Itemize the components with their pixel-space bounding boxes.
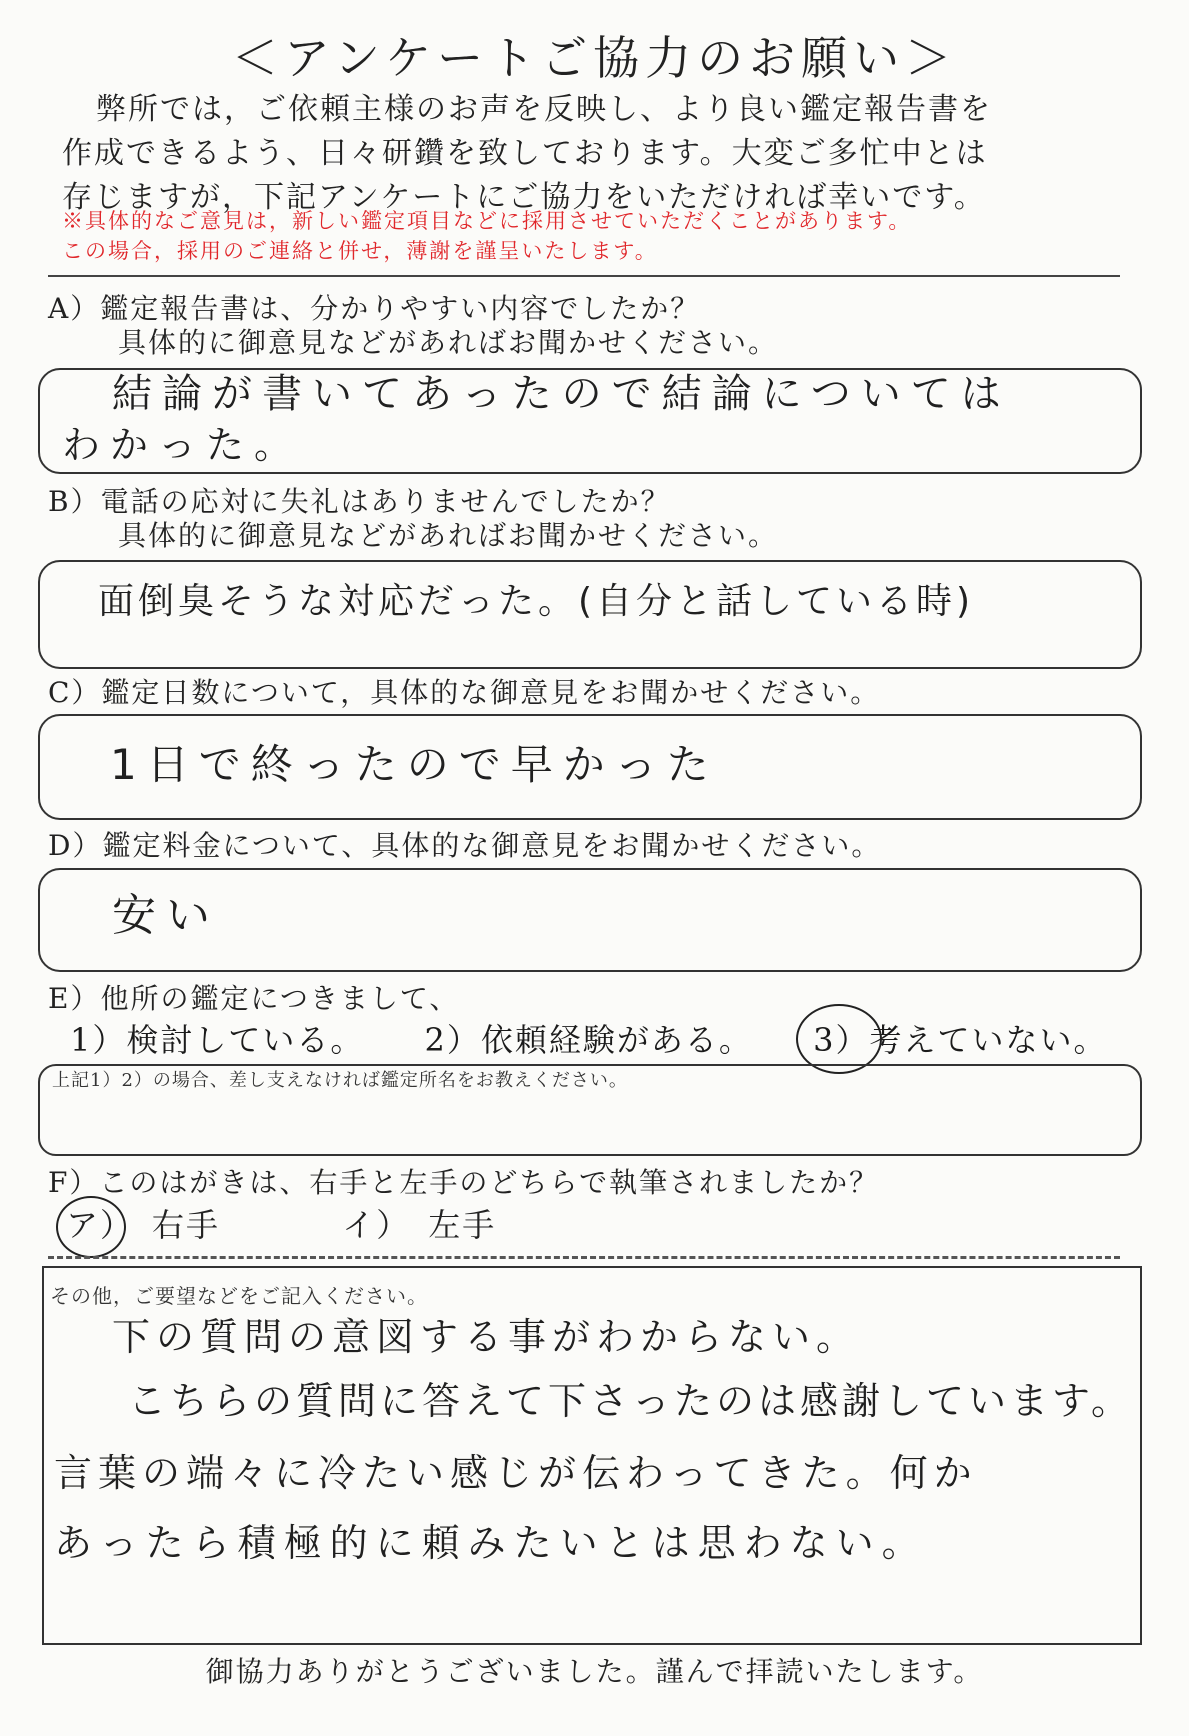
question-c [48,676,880,710]
handwritten-answer-a-line2: わかった。 [62,423,303,467]
handwritten-other-line-3: 言葉の端々に冷たい感じが伝わってきた。何か [54,1451,978,1495]
handwritten-answer-a [112,368,1011,420]
e-options [70,1015,1155,1061]
f-option-right[interactable]: ア） 右手 [66,1206,221,1244]
question-label: D）鑑定料金について、具体的な御意見をお聞かせください。 [48,829,882,862]
dashed-divider [48,1256,1120,1259]
question-label: A）鑑定報告書は、分かりやすい内容でしたか？ [48,292,701,325]
question-sub: 具体的に御意見などがあればお聞かせください。 [118,326,779,359]
notice-line: ※具体的なご意見は，新しい鑑定項目などに採用させていただくことがあります。 [62,209,912,233]
handwritten-other-line-4: あったら積極的に頼みたいとは思わない。 [54,1521,928,1565]
handwritten-answer-b: 面倒臭そうな対応だった。(自分と話している時) [98,581,975,622]
selection-circle-f [56,1196,126,1258]
intro-line: 作成できるよう、日々研鑽を致しております。大変ご多忙中とは [62,136,988,171]
page-title: ＜アンケートご協力のお願い＞ [231,31,958,85]
question-d [48,829,881,863]
e-option-1[interactable]: 1）検討している。 [70,1021,365,1059]
handwritten-other-line-2: こちらの質問に答えて下さったのは感謝しています。 [128,1379,1133,1423]
notice-line: この場合，採用のご連絡と併せ，薄謝を謹呈いたします。 [62,239,658,263]
handwritten-answer-c: 1日で終ったので早かった [110,740,719,789]
e-note: 上記1）2）の場合、差し支えなければ鑑定所名をお教えください。 [52,1070,628,1091]
intro-line: 弊所では，ご依頼主様のお声を反映し、より良い鑑定報告書を [96,92,992,127]
question-b [48,485,778,553]
question-label: B）電話の応対に失礼はありませんでしたか？ [48,485,671,518]
question-e [48,982,459,1016]
handwritten-answer-d: 安い [112,890,220,941]
question-label: E）他所の鑑定につきまして、 [48,982,460,1015]
question-f [48,1166,879,1200]
divider [48,275,1120,277]
question-label: F）このはがきは、右手と左手のどちらで執筆されましたか？ [48,1166,880,1199]
intro-text [62,88,1132,220]
notice-text [62,206,1142,266]
answer-line: 結論が書いてあったので結論については [112,371,1011,417]
footer-text: 御協力ありがとうございました。謹んで拝読いたします。 [205,1655,984,1688]
other-label: その他，ご要望などをご記入ください。 [50,1284,428,1308]
e-option-2[interactable]: 2）依頼経験がある。 [424,1021,753,1059]
e-option-3[interactable]: 3）考えていない。 [813,1021,1108,1059]
question-sub: 具体的に御意見などがあればお聞かせください。 [118,519,779,552]
question-a [48,292,778,360]
f-options [66,1208,496,1242]
intro-line: 存じますが，下記アンケートにご協力をいただければ幸いです。 [62,180,986,215]
question-label: C）鑑定日数について，具体的な御意見をお聞かせください。 [48,676,881,709]
f-option-left[interactable]: イ） 左手 [342,1206,497,1244]
handwritten-other-line-1: 下の質問の意図する事がわからない。 [112,1315,861,1359]
